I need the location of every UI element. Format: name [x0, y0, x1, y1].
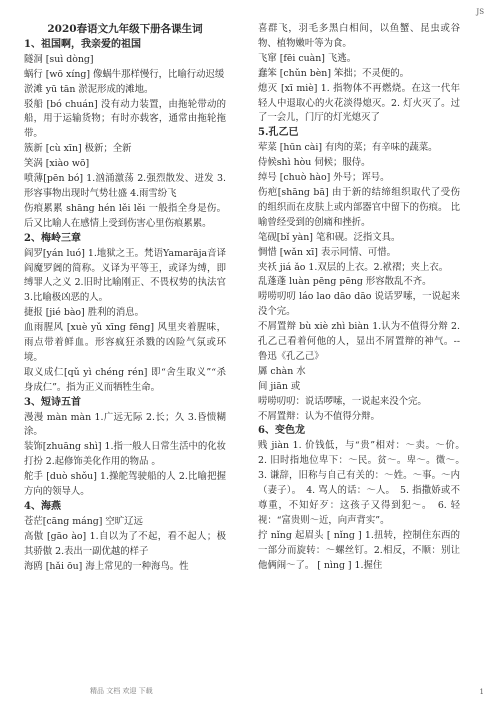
vocab-entry: 伤疤[shāng bā] 由于新的结缔组织取代了受伤的组织而在皮肤上或内部器官中留下的伤痕。 比喻曾经受到的创痛和挫折。	[258, 186, 460, 228]
lesson-heading: 5.孔乙已	[258, 127, 299, 139]
vocab-entry: 笑涡 [xiào wō]	[24, 158, 90, 170]
vocab-entry: 取义成仁[qǔ yì chéng rén] 即“舍生取义”“杀身成仁”。指为正义而牺牲生命。	[24, 366, 226, 393]
vocab-entry: 隧洞 [suì dòng]	[24, 53, 94, 65]
vocab-entry: 荤菜 [hūn cài] 有肉的菜；有辛味的蔬菜。	[258, 142, 438, 154]
vocab-entry: 绰号 [chuò hào] 外号；诨号。	[258, 172, 390, 184]
document-title: 2020春语文九年级下册各课生词	[47, 23, 203, 35]
vocab-entry: 蠢笨 [chǔn bèn] 笨拙；不灵便的。	[258, 67, 409, 79]
vocab-entry: 高傲 [gāo ào] 1.自以为了不起，看不起人；极其骄傲 2.表出一副优越的样子	[24, 530, 226, 557]
vocab-entry: 血雨腥风 [xuè yǔ xīng fēng] 风里夹着腥味，雨点带着鲜血。形容疯狂杀戮的凶险气氛或环境。	[24, 322, 226, 363]
vocab-entry: 漫漫 màn màn 1.广远无际 2.长；久 3.昏愦糊涂。	[24, 411, 226, 438]
vocab-entry: 捷报 [jié bào] 胜利的消息。	[24, 307, 144, 319]
vocab-entry: 簇新 [cù xīn] 极新；全新	[24, 143, 132, 155]
right-column	[258, 22, 470, 574]
vocab-entry: 惆惜 [wǎn xī] 表示同情、可惜。	[258, 246, 396, 258]
vocab-entry: 唠唠叨叨 láo lao dāo dāo 说话罗嗦，一说起来没个完。	[258, 291, 460, 318]
lesson-heading: 3、短诗五首	[24, 396, 81, 408]
vocab-entry: 装饰[zhuāng shì] 1.指一般人日常生活中的化妆打扮 2.起修饰美化作用的物品 。	[24, 441, 226, 468]
vocab-entry: 唠唠叨叨：说话啰嗦，一说起来没个完。	[258, 395, 427, 407]
vocab-entry: 苍茫[cāng máng] 空旷辽远	[24, 515, 143, 527]
page-number-top: JS	[476, 8, 484, 16]
vocab-entry: 驳船 [bó chuán] 没有动力装置，由拖轮带动的船，用于运输货物；有时亦载客，通常由拖轮拖带。	[24, 98, 226, 140]
vocab-entry: 不屑置辩：认为不值得分辩。	[258, 410, 380, 422]
vocab-entry: 淤滩 yū tān 淤泥形成的滩地。	[24, 83, 154, 95]
lesson-heading: 4、海燕	[24, 501, 61, 512]
lesson-heading: 6、变色龙	[258, 425, 305, 437]
vocab-entry: 喜群飞，羽毛多黑白相间，以鱼蟹、昆虫或谷物、植物嫩叶等为食。	[258, 23, 460, 49]
vocab-entry: 飞窜 [fēi cuàn] 飞逃。	[258, 52, 357, 64]
vocab-entry: 海鸥 [hǎi ōu] 海上常见的一种海鸟。性	[24, 560, 189, 572]
vocab-entry: 蜗行 [wō xíng] 像蜗牛那样慢行，比喻行动迟缓	[24, 68, 225, 80]
vocab-entry: 侍候shì hòu 伺候；服侍。	[258, 157, 371, 169]
vocab-entry: 乱蓬蓬 luàn pēng pēng 形容散乱不齐。	[258, 276, 432, 288]
vocab-entry: 贱 jiàn 1. 价钱低，与“贵”相对：～卖。～价。 2. 旧时指地位卑下：～民。贫～。卑～。微～。 3. 谦辞，旧称与自己有关的：～姓。～事。～内（妻子）。 4. 骂人的话：～人。 5. 指撒娇或不尊重，不知好歹：这孩子又得到犯～。 6. 轻视：“富贵则～近，向声背实”。	[258, 440, 470, 526]
vocab-entry: 喷薄[pēn bó] 1.汹涌激荡 2.强烈散发、迸发 3.形容事物出现时气势壮盛 4.雨雪纷飞	[24, 173, 226, 199]
lesson-heading: 2、梅岭三章	[24, 232, 81, 244]
vocab-entry: 间 jiān 或	[258, 380, 301, 392]
vocab-entry: 不屑置辩 bù xiè zhì biàn 1.认为不值得分辩 2.孔乙己看着何他的人，显出不屑置辩的神气。--鲁迅《孔乙己》	[258, 321, 460, 362]
vocab-entry: 阎罗[yán luó] 1.地狱之王。梵语Yamarāja音译阎魔罗阇的简称。义译为平等王，或译为缚，即缚罪人之义 2.旧时比喻刚正、不畏权势的执法官 3.比喻极凶恶的人。	[24, 247, 226, 304]
footer-note: 精品 文档 欢迎 下载	[90, 687, 153, 695]
lesson-heading: 1、祖国啊，我亲爱的祖国	[24, 38, 141, 50]
vocab-entry: 拧 nǐng 起眉头 [ nǐng ] 1.扭转，控制住东西的一部分而旋转：～螺丝钉。2.相反，不顺：别让他俩闹～了。 [ nìng ] 1.握住	[258, 529, 460, 571]
vocab-entry: 伤痕累累 shāng hén lěi lěi 一般指全身是伤。后又比喻人在感情上受到伤害心里伤痕累累。	[24, 202, 226, 229]
vocab-entry: 舵手 [duò shǒu] 1.操舵驾驶船的人 2.比喻把握方向的领导人。	[24, 471, 226, 498]
vocab-entry: 熄灭 [xī miè] 1. 指物体不再燃烧。在这一代年轻人中退取心的火花淡得熄灭。2. 灯火灭了。过了一会儿，门厅的灯光熄灭了	[258, 82, 460, 124]
vocab-entry: 羼 chàn 水	[258, 365, 306, 377]
vocab-entry: 笔砚[bǐ yàn] 笔和砚。泛指文具。	[258, 231, 401, 243]
vocab-entry: 夹袄 jiá ǎo 1.双层的上衣。2.袱褶；夹上衣。	[258, 261, 449, 273]
left-column	[24, 22, 226, 575]
page-number-bottom: 1	[479, 688, 484, 696]
